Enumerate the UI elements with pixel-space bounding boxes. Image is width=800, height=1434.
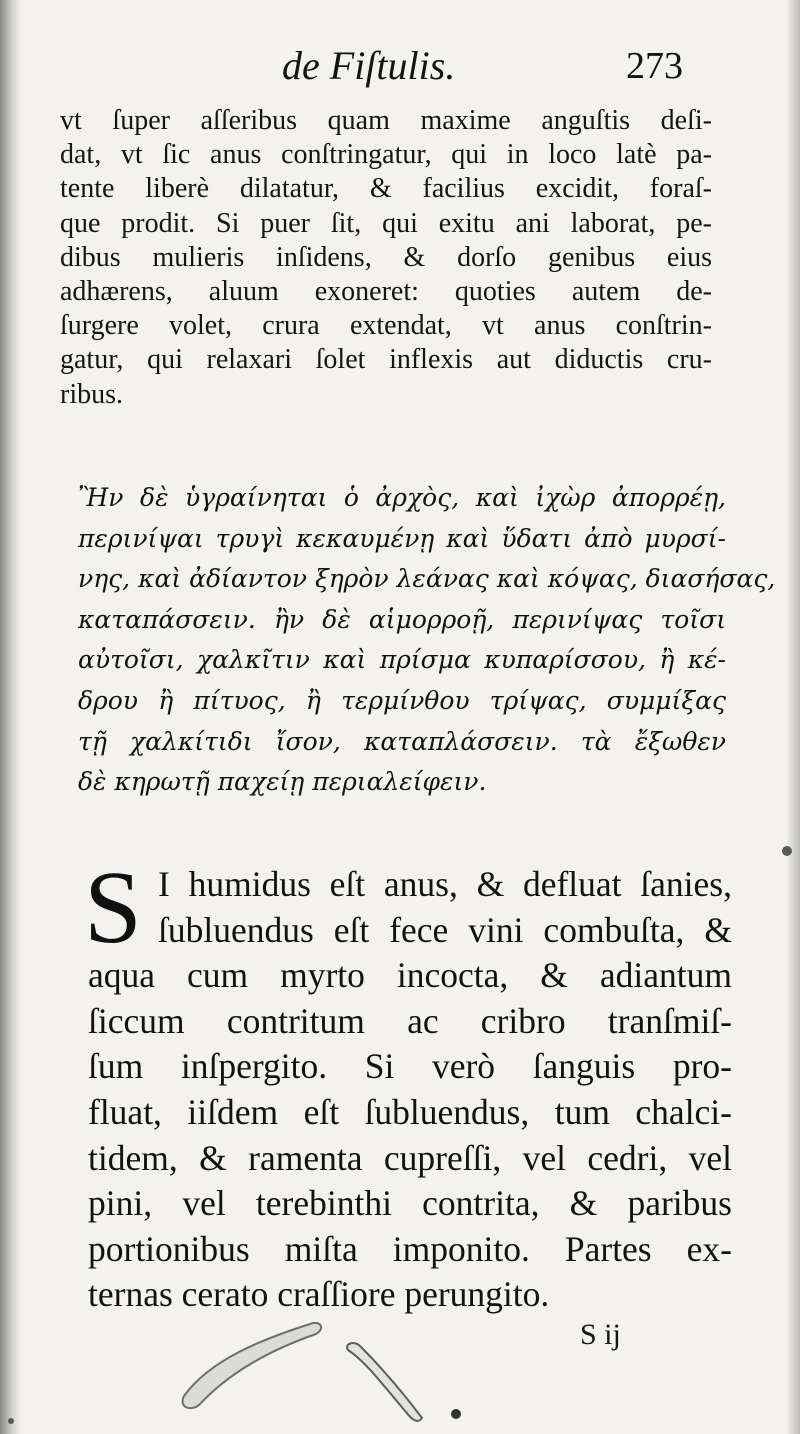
page-edge-shadow xyxy=(786,0,800,1434)
text-line: I humidus eſt anus, & defluat ſanies, xyxy=(158,864,732,904)
text-line: fluat, iiſdem eſt ſubluendus, tum chalci- xyxy=(88,1091,732,1132)
text-line: ſum inſpergito. Si verò ſanguis pro- xyxy=(88,1046,732,1087)
text-line: ternas cerato craſſiore perungito. xyxy=(88,1274,550,1315)
text-line: tente liberè dilatatur, & facilius excidit, foraſ- xyxy=(60,173,712,205)
text-line: tidem, & ramenta cupreſſi, vel cedri, vel xyxy=(88,1137,732,1178)
page-gutter-shadow xyxy=(0,0,22,1434)
text-line: ſiccum contritum ac cribro tranſmiſ- xyxy=(88,1000,732,1041)
text-line: adhærens, aluum exoneret: quoties autem de- xyxy=(60,276,712,308)
greek-paragraph xyxy=(78,478,776,803)
greek-line: καταπάσσειν. ἢν δὲ αἱμορροῇ, περινίψας τοῖσι xyxy=(78,604,726,634)
greek-line: δρου ἢ πίτυος, ἢ τερμίνθου τρίψας, συμμίξας xyxy=(78,685,726,715)
text-line: gatur, qui relaxari ſolet inflexis aut diductis cru- xyxy=(60,344,712,376)
greek-line: νης, καὶ ἀδίαντον ξηρὸν λεάνας καὶ κόψας, διασήσας, xyxy=(78,564,776,594)
text-line: dibus mulieris inſidens, & dorſo genibus eius xyxy=(60,241,712,273)
greek-line: δὲ κηρωτῇ παχείῃ περιαλείφειν. xyxy=(78,767,487,797)
greek-line: αὐτοῖσι, χαλκῖτιν καὶ πρίσμα κυπαρίσσου, ἢ κέ- xyxy=(78,645,726,675)
running-title: de Fiſtulis. xyxy=(282,43,456,88)
text-line: pini, vel terebinthi contrita, & paribus xyxy=(88,1183,732,1224)
greek-line: τῇ χαλκίτιδι ἴσον, καταπλάσσειν. τὰ ἔξωθεν xyxy=(78,726,726,756)
text-line: portionibus miſta imponito. Partes ex- xyxy=(88,1228,732,1269)
latin-paragraph-2 xyxy=(88,862,732,1318)
text-line: ſubluendus eſt fece vini combuſta, & xyxy=(158,909,732,950)
greek-line: Ἢν δὲ ὑγραίνηται ὁ ἀρχὸς, καὶ ἰχὼρ ἀπορρέῃ, xyxy=(78,483,726,512)
paper-speck xyxy=(782,846,792,856)
text-line: ſurgere volet, crura extendat, vt anus conſtrin- xyxy=(60,310,712,342)
latin-paragraph-1 xyxy=(60,104,712,412)
drop-cap-initial: S xyxy=(84,850,142,965)
text-line: dat, vt ſic anus conſtringatur, qui in loco latè pa- xyxy=(60,139,712,171)
signature-mark: S ij xyxy=(580,1318,621,1351)
paper-stain xyxy=(170,1300,470,1434)
text-line: ribus. xyxy=(60,378,123,410)
text-line: aqua cum myrto incocta, & adiantum xyxy=(88,955,732,996)
text-line: que prodit. Si puer ſit, qui exitu ani laborat, pe- xyxy=(60,207,712,239)
page-number: 273 xyxy=(626,45,683,87)
greek-line: περινίψαι τρυγὶ κεκαυμένῃ καὶ ὕδατι ἀπὸ μυρσί- xyxy=(78,523,726,553)
paper-speck xyxy=(8,1418,14,1424)
text-line: vt ſuper aſſeribus quam maxime anguſtis deſi- xyxy=(60,105,712,136)
